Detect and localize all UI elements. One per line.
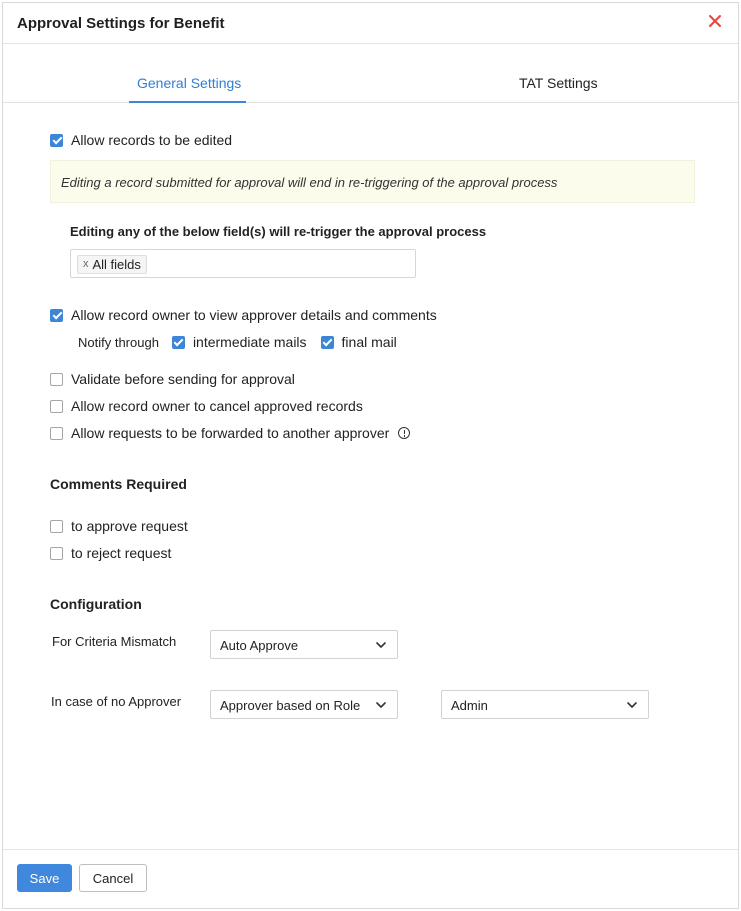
edit-warning-note: Editing a record submitted for approval will end in re-triggering of the approval process (50, 160, 695, 203)
approve-comment-checkbox[interactable] (50, 520, 63, 533)
view-details-label: Allow record owner to view approver details and comments (71, 307, 437, 323)
remove-tag-icon[interactable]: x (83, 258, 89, 270)
notify-through-row (78, 334, 397, 350)
chevron-down-icon (375, 639, 387, 651)
close-icon[interactable] (706, 12, 724, 30)
cancel-button[interactable]: Cancel (79, 864, 147, 892)
role-value: Admin (451, 698, 488, 713)
reject-comment-checkbox[interactable] (50, 547, 63, 560)
approve-comment-row[interactable] (50, 518, 188, 534)
intermediate-mails-checkbox[interactable] (172, 336, 185, 349)
allow-edit-checkbox[interactable] (50, 134, 63, 147)
chevron-down-icon (375, 699, 387, 711)
field-tag-all-fields (77, 255, 147, 274)
view-details-row[interactable] (50, 307, 437, 323)
dialog-header (3, 3, 738, 44)
active-tab-indicator (129, 101, 246, 103)
allow-edit-row[interactable] (50, 132, 232, 148)
validate-label: Validate before sending for approval (71, 371, 295, 387)
final-mail-checkbox[interactable] (321, 336, 334, 349)
role-select[interactable] (441, 690, 649, 719)
chevron-down-icon (626, 699, 638, 711)
field-tag-label: All fields (92, 257, 141, 272)
view-details-checkbox[interactable] (50, 309, 63, 322)
dialog-footer (3, 849, 738, 910)
validate-row[interactable] (50, 371, 295, 387)
intermediate-mails-label: intermediate mails (192, 334, 307, 350)
forward-label: Allow requests to be forwarded to another approver (71, 425, 390, 441)
no-approver-label: In case of no Approver (51, 694, 182, 709)
no-approver-value: Approver based on Role (220, 698, 361, 713)
configuration-title: Configuration (50, 596, 142, 612)
save-button[interactable]: Save (17, 864, 72, 892)
criteria-mismatch-select[interactable] (210, 630, 398, 659)
settings-tabs (3, 44, 738, 103)
reject-comment-label: to reject request (71, 545, 172, 561)
retrigger-fields-input[interactable] (70, 249, 416, 278)
reject-comment-row[interactable] (50, 545, 171, 561)
validate-checkbox[interactable] (50, 373, 63, 386)
tab-general-settings[interactable]: General Settings (137, 75, 242, 91)
cancel-approved-row[interactable] (50, 398, 363, 414)
comments-required-title: Comments Required (50, 476, 187, 492)
approve-comment-label: to approve request (71, 518, 188, 534)
dialog-title: Approval Settings for Benefit (17, 15, 225, 32)
forward-checkbox[interactable] (50, 427, 63, 440)
forward-row[interactable] (50, 425, 410, 441)
retrigger-fields-label: Editing any of the below field(s) will re-trigger the approval process (70, 224, 487, 239)
cancel-approved-label: Allow record owner to cancel approved records (71, 398, 363, 414)
tab-tat-settings[interactable]: TAT Settings (519, 75, 598, 91)
criteria-mismatch-value: Auto Approve (220, 638, 299, 653)
final-mail-label: final mail (341, 334, 397, 350)
no-approver-select[interactable] (210, 690, 398, 719)
notify-through-label: Notify through (78, 334, 159, 350)
allow-edit-label: Allow records to be edited (71, 132, 233, 148)
approval-settings-dialog (2, 2, 739, 909)
criteria-mismatch-label: For Criteria Mismatch (52, 634, 177, 649)
cancel-approved-checkbox[interactable] (50, 400, 63, 413)
info-icon[interactable] (398, 427, 410, 439)
